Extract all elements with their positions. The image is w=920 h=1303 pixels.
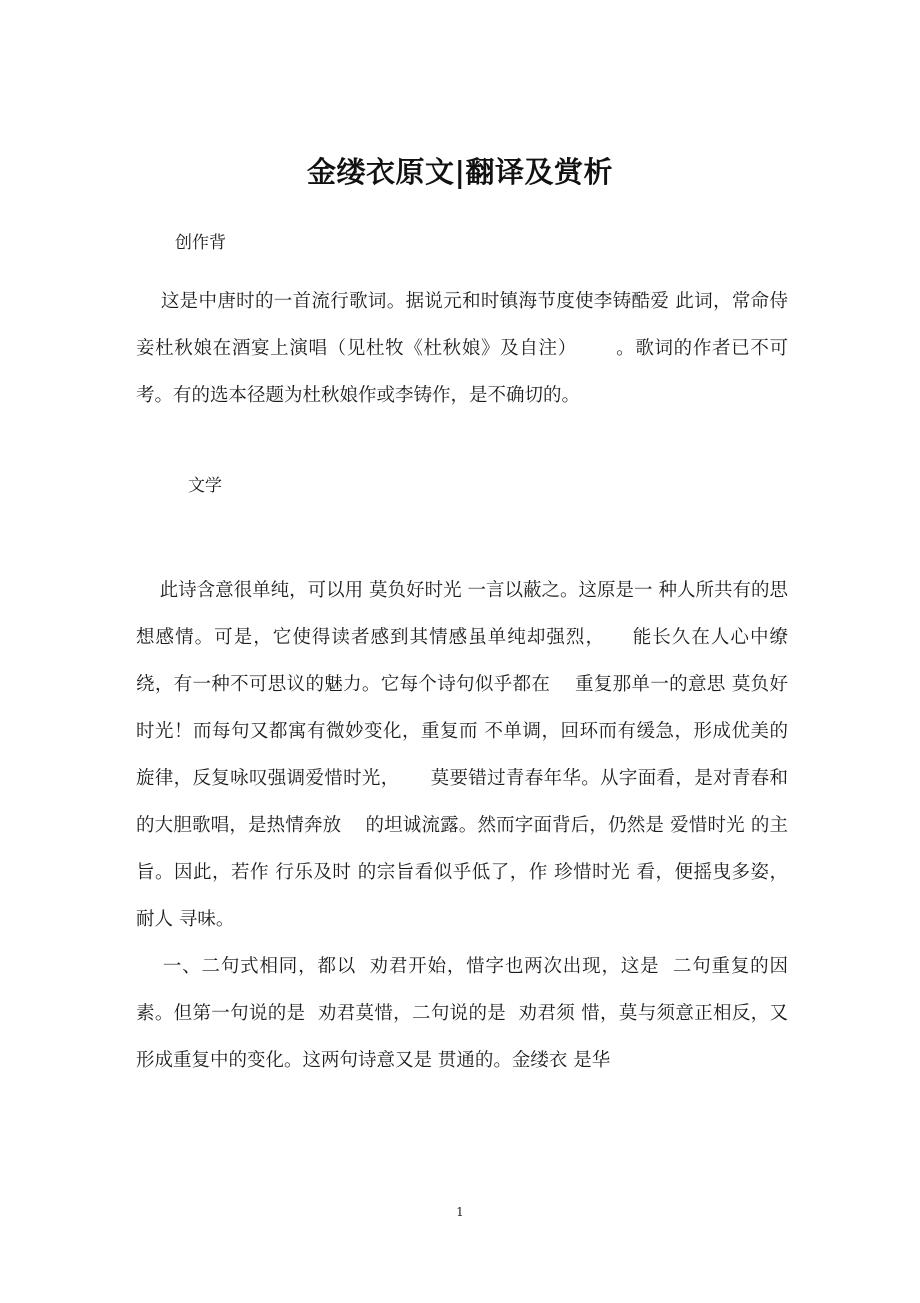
section-heading-creation-background: 创作背 — [175, 233, 226, 253]
spacer — [136, 419, 788, 471]
paragraph-creation-background: 这是中唐时的一首流行歌词。据说元和时镇海节度使李铸酷爱 此词，常命侍妾杜秋娘在酒宴上演唱（见杜牧《杜秋娘》及自注） 。歌词的作者已不可考。有的选本径题为杜秋娘作或李铸作，是不确切的。 — [136, 291, 788, 406]
paragraph-appreciation-2: 一、二句式相同，都以 劝君开始，惜字也两次出现，这是 二句重复的因素。但第一句说的是 劝君莫惜，二句说的是 劝君须 惜，莫与须意正相反，又形成重复中的变化。这两句诗意又是 贯通的。金缕衣 是华 — [136, 956, 788, 1071]
paragraph-appreciation-1: 此诗含意很单纯，可以用 莫负好时光 一言以蔽之。这原是一 种人所共有的思想感情。可是，它使得读者感到其情感虽单纯却强烈， 能长久在人心中缭绕，有一种不可思议的魅力。它每个诗句似乎都在 重复那单一的意思 莫负好时光！而每句又都寓有微妙变化，重复而 不单调，回环而有缓急，形成优美的旋律，反复咏叹强调爱惜时光， 莫要错过青春年华。从字面看，是对青春和的大胆歌唱，是热情奔放 的坦诚流露。然而字面背后，仍然是 爱惜时光 的主旨。因此，若作 行乐及时 的宗旨看似乎低了，作 珍惜时光 看，便摇曳多姿，耐人 寻味。 — [136, 580, 788, 930]
spacer — [136, 505, 788, 567]
document-body — [136, 228, 788, 1084]
page-number: 1 — [456, 1205, 464, 1219]
section-heading-literature: 文学 — [188, 476, 222, 496]
page-title: 金缕衣原文|翻译及赏析 — [306, 155, 614, 190]
spacer — [136, 262, 788, 278]
